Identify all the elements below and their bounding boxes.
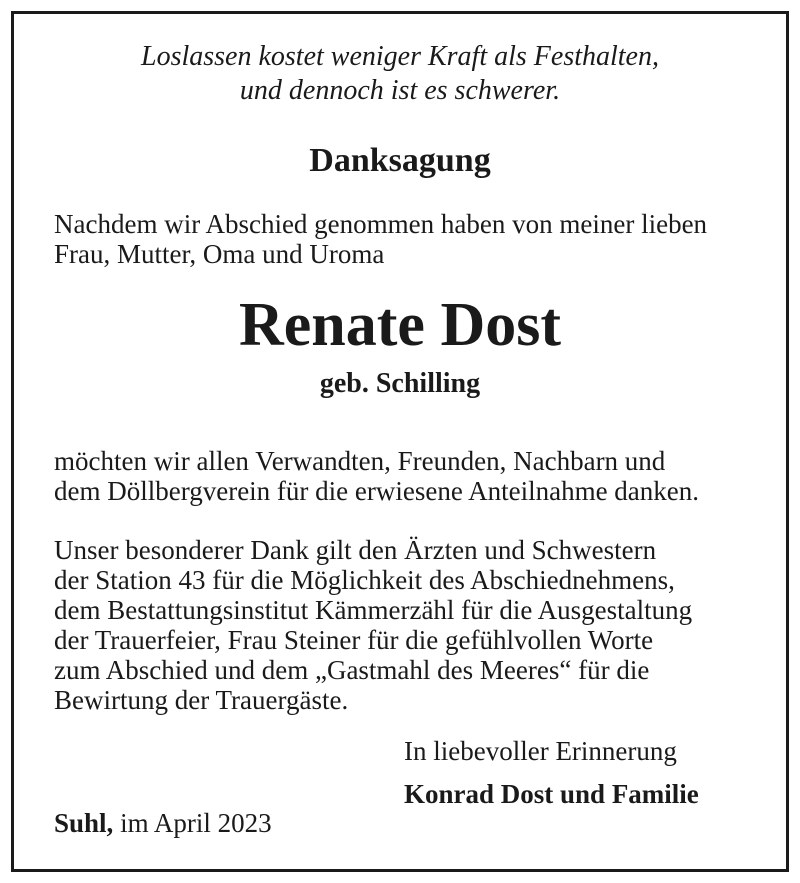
place: Suhl, <box>54 808 114 838</box>
place-date <box>54 808 774 838</box>
special-thanks-line: Bewirtung der Trauergäste. <box>54 685 349 715</box>
thanks-line-1: möchten wir allen Verwandten, Freunden, Nachbarn und <box>54 446 666 476</box>
intro-line-1: Nachdem wir Abschied genommen haben von meiner lieben <box>54 209 708 239</box>
remembrance-line: In liebevoller Erinnerung <box>404 736 677 766</box>
special-thanks-line: Unser besonderer Dank gilt den Ärzten und Schwestern <box>54 535 657 565</box>
deceased-name: Renate Dost <box>239 291 561 359</box>
maiden-name: geb. Schilling <box>319 368 481 399</box>
motto-line-1: Loslassen kostet weniger Kraft als Festhalten, <box>141 41 659 72</box>
special-thanks-line: der Station 43 für die Möglichkeit des Abschiednehmens, <box>54 565 675 595</box>
special-thanks-line: der Trauerfeier, Frau Steiner für die gefühlvollen Worte <box>54 625 654 655</box>
heading-title: Danksagung <box>309 142 491 179</box>
family-signature: Konrad Dost und Familie <box>404 779 699 809</box>
intro-line-2: Frau, Mutter, Oma und Uroma <box>54 239 385 269</box>
date: im April 2023 <box>120 808 272 838</box>
motto-line-2: und dennoch ist es schwerer. <box>239 75 561 106</box>
special-thanks-line: zum Abschied und dem „Gastmahl des Meeres“ für die <box>54 655 650 685</box>
special-thanks-line: dem Bestattungsinstitut Kämmerzähl für die Ausgestaltung <box>54 595 693 625</box>
thanks-line-2: dem Döllbergverein für die erwiesene Anteilnahme danken. <box>54 476 700 506</box>
